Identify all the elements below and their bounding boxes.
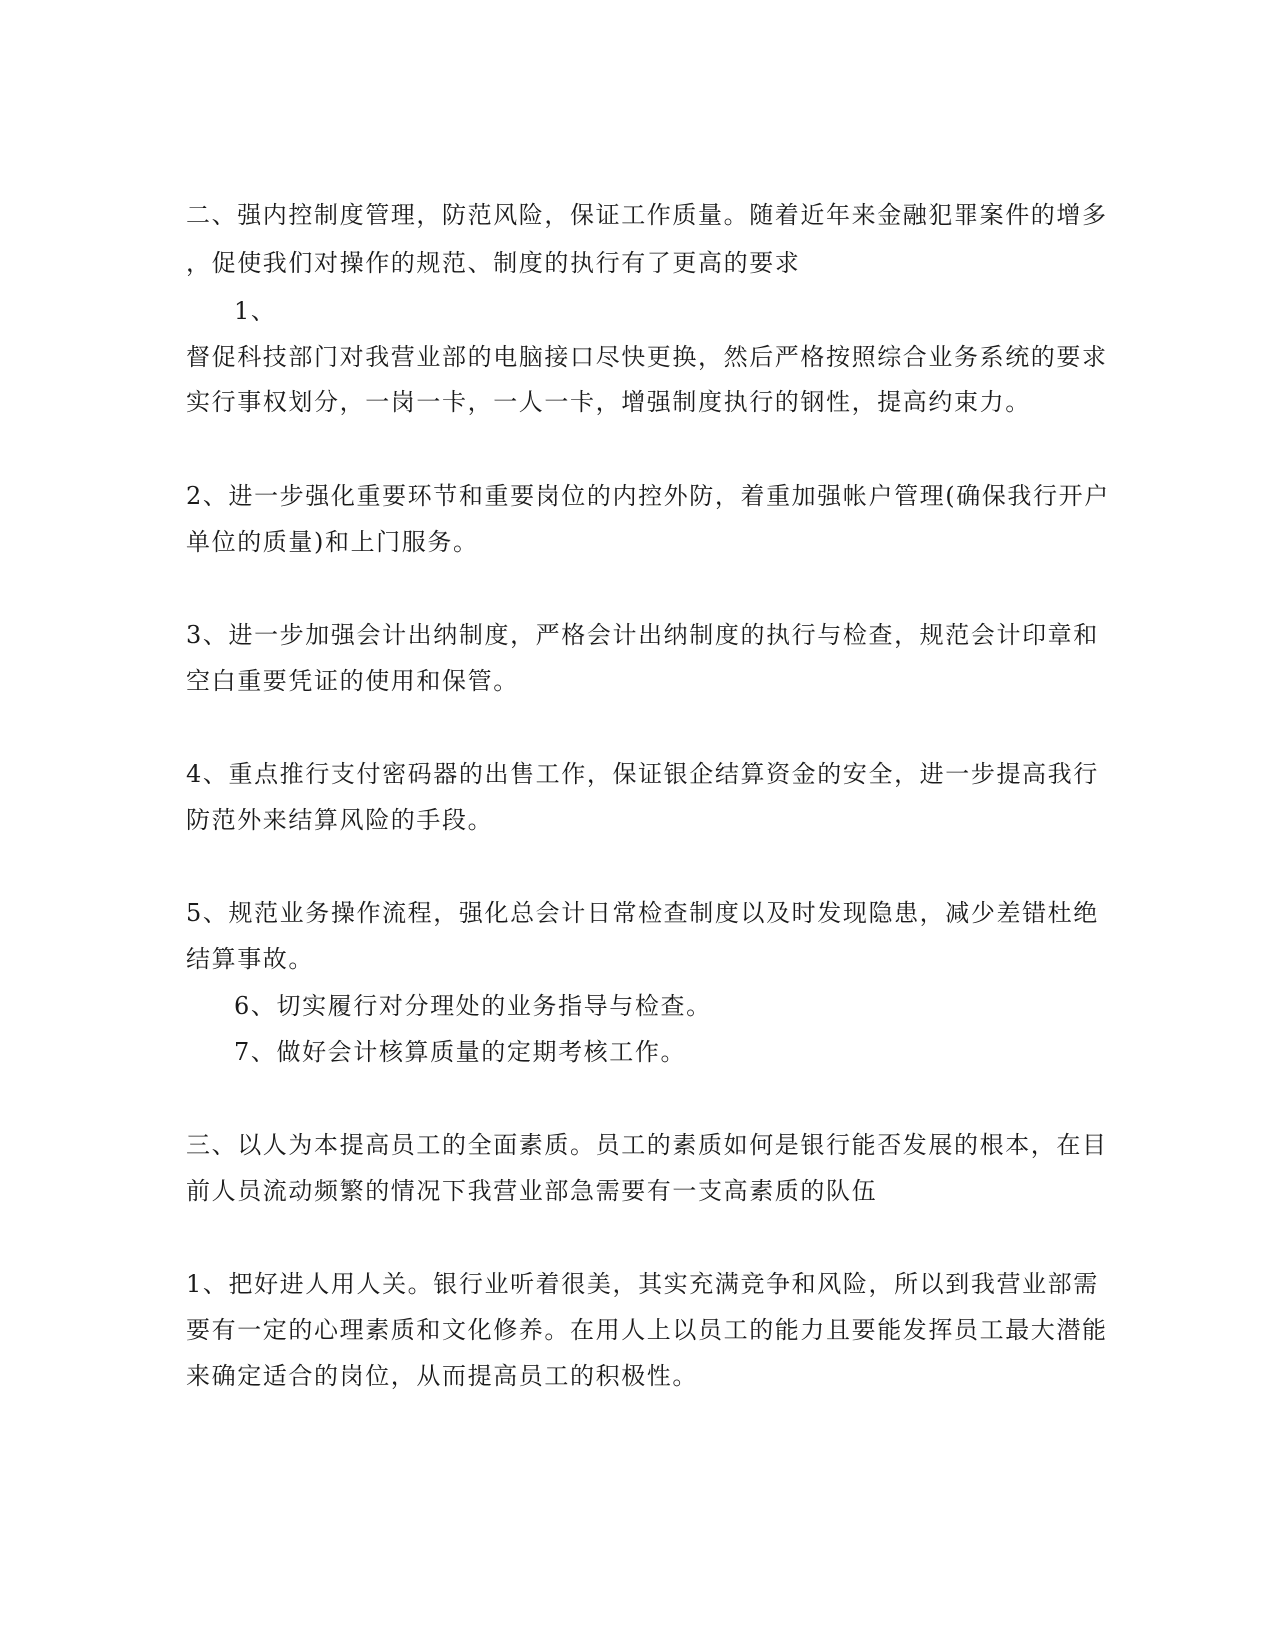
item-3-line-2: 空白重要凭证的使用和保管。 xyxy=(186,667,519,695)
section-2-heading-line-1: 二、强内控制度管理，防范风险，保证工作质量。随着近年来金融犯罪案件的增多 xyxy=(186,201,1108,229)
section-3-item-1-line-3: 来确定适合的岗位，从而提高员工的积极性。 xyxy=(186,1362,698,1390)
item-3-line-1: 3、进一步加强会计出纳制度，严格会计出纳制度的执行与检查，规范会计印章和 xyxy=(186,621,1099,649)
item-2-line-2: 单位的质量)和上门服务。 xyxy=(186,528,479,556)
item-5-line-2: 结算事故。 xyxy=(186,945,314,973)
section-3-heading-line-2: 前人员流动频繁的情况下我营业部急需要有一支高素质的队伍 xyxy=(186,1177,878,1205)
section-2-heading-line-2: ，促使我们对操作的规范、制度的执行有了更高的要求 xyxy=(186,249,801,277)
item-2-line-1: 2、进一步强化重要环节和重要岗位的内控外防，着重加强帐户管理(确保我行开户 xyxy=(186,482,1110,510)
section-3-heading-line-1: 三、以人为本提高员工的全面素质。员工的素质如何是银行能否发展的根本，在目 xyxy=(186,1131,1108,1159)
item-1-line-1: 督促科技部门对我营业部的电脑接口尽快更换，然后严格按照综合业务系统的要求 xyxy=(186,343,1108,371)
item-5-line-1: 5、规范业务操作流程，强化总会计日常检查制度以及时发现隐患，减少差错杜绝 xyxy=(186,899,1099,927)
item-7-line: 7、做好会计核算质量的定期考核工作。 xyxy=(234,1038,687,1066)
item-1-line-2: 实行事权划分，一岗一卡，一人一卡，增强制度执行的钢性，提高约束力。 xyxy=(186,388,1031,416)
item-4-line-1: 4、重点推行支付密码器的出售工作，保证银企结算资金的安全，进一步提高我行 xyxy=(186,760,1099,788)
item-1-number: 1、 xyxy=(234,297,277,325)
item-6-line: 6、切实履行对分理处的业务指导与检查。 xyxy=(234,992,712,1020)
section-3-item-1-line-2: 要有一定的心理素质和文化修养。在用人上以员工的能力且要能发挥员工最大潜能 xyxy=(186,1316,1108,1344)
item-4-line-2: 防范外来结算风险的手段。 xyxy=(186,806,494,834)
section-3-item-1-line-1: 1、把好进人用人关。银行业听着很美，其实充满竞争和风险，所以到我营业部需 xyxy=(186,1270,1099,1298)
